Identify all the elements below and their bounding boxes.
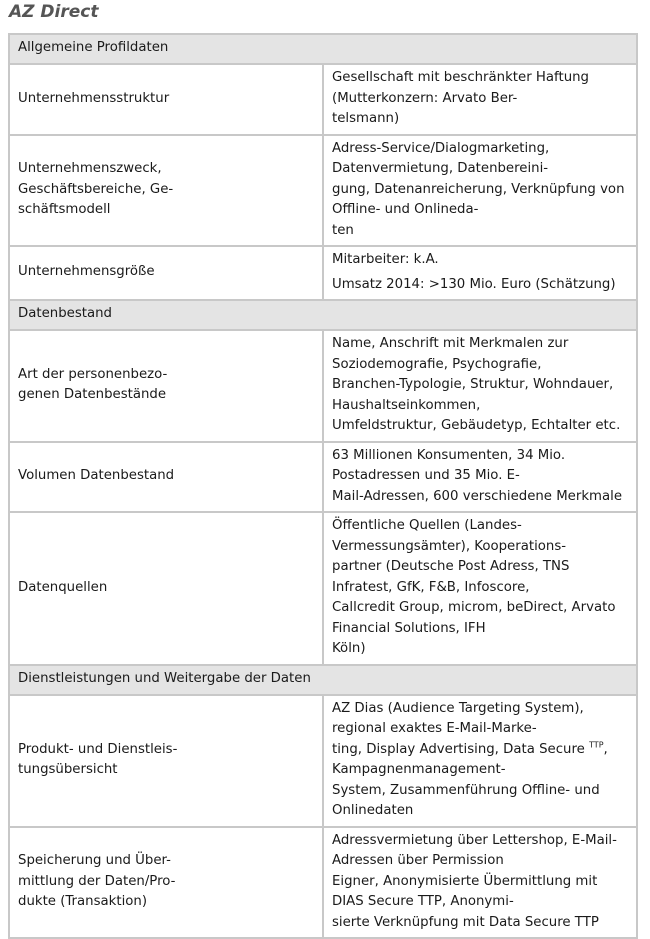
value-line: Adressvermietung über Lettershop, E-Mail-Adressen über Permission bbox=[332, 832, 617, 868]
label-line: Produkt- und Dienstleis- bbox=[18, 741, 178, 757]
table-row bbox=[9, 246, 637, 300]
section-header-row bbox=[9, 665, 637, 695]
row-value bbox=[323, 64, 637, 135]
label-line: schäftsmodell bbox=[18, 202, 111, 217]
section-header-row bbox=[9, 300, 637, 330]
value-line: Mail-Adressen, 600 verschiedene Merkmale bbox=[332, 488, 623, 504]
section-heading: Datenbestand bbox=[9, 300, 637, 330]
row-value bbox=[323, 135, 637, 247]
row-label: Volumen Datenbestand bbox=[9, 442, 323, 513]
row-value bbox=[323, 330, 637, 442]
label-line: tungsübersicht bbox=[18, 762, 118, 777]
label-line: mittlung der Daten/Pro- bbox=[18, 873, 176, 889]
row-value bbox=[323, 512, 637, 665]
label-line: Art der personenbezo- bbox=[18, 366, 168, 382]
value-line: telsmann) bbox=[332, 111, 400, 126]
row-value bbox=[323, 827, 637, 939]
row-value bbox=[323, 442, 637, 513]
value-line: sierte Verknüpfung mit Data Secure TTP bbox=[332, 914, 599, 930]
value-line: Umfeldstruktur, Gebäudetyp, Echtalter etc. bbox=[332, 418, 621, 433]
value-line: 63 Millionen Konsumenten, 34 Mio. Postadressen und 35 Mio. E- bbox=[332, 447, 566, 483]
value-line: AZ Dias (Audience Targeting System), regional exaktes E-Mail-Marke- bbox=[332, 700, 584, 736]
value-line: Branchen-Typologie, Struktur, Wohndauer, Haushaltseinkommen, bbox=[332, 377, 614, 413]
row-value bbox=[323, 246, 637, 300]
table-row bbox=[9, 512, 637, 665]
value-line bbox=[332, 740, 628, 781]
row-label: Unternehmensstruktur bbox=[9, 64, 323, 135]
ttp-superscript: TTP bbox=[589, 740, 604, 750]
table-row bbox=[9, 135, 637, 247]
label-line: Unternehmenszweck, bbox=[18, 161, 162, 176]
section-header-row bbox=[9, 34, 637, 64]
profile-table bbox=[8, 33, 638, 939]
row-label bbox=[9, 695, 323, 827]
section-heading: Allgemeine Profildaten bbox=[9, 34, 637, 64]
value-line: Callcredit Group, microm, beDirect, Arvato Financial Solutions, IFH bbox=[332, 600, 616, 636]
row-label: Datenquellen bbox=[9, 512, 323, 665]
value-line: Name, Anschrift mit Merkmalen zur Soziodemografie, Psychografie, bbox=[332, 336, 569, 372]
value-line: Mitarbeiter: k.A. bbox=[332, 252, 439, 267]
value-line: Gesellschaft mit beschränkter Haftung (Mutterkonzern: Arvato Ber- bbox=[332, 70, 589, 106]
section-heading: Dienstleistungen und Weitergabe der Daten bbox=[9, 665, 637, 695]
table-row bbox=[9, 442, 637, 513]
table-row bbox=[9, 695, 637, 827]
row-label bbox=[9, 330, 323, 442]
table-row bbox=[9, 64, 637, 135]
table-row bbox=[9, 827, 637, 939]
value-line: Umsatz 2014: >130 Mio. Euro (Schätzung) bbox=[332, 276, 616, 292]
row-label bbox=[9, 135, 323, 247]
row-label: Unternehmensgröße bbox=[9, 246, 323, 300]
value-line: partner (Deutsche Post Adress, TNS Infratest, GfK, F&B, Infoscore, bbox=[332, 559, 570, 595]
document-title: AZ Direct bbox=[9, 2, 99, 22]
value-line: ten bbox=[332, 222, 354, 238]
value-line: Öffentliche Quellen (Landes-Vermessungsämter), Kooperations- bbox=[332, 518, 567, 554]
value-line: Eigner, Anonymisierte Übermittlung mit DIAS Secure TTP, Anonymi- bbox=[332, 873, 598, 909]
label-line: genen Datenbestände bbox=[18, 387, 167, 403]
label-line: Geschäftsbereiche, Ge- bbox=[18, 181, 174, 197]
value-text: ting, Display Advertising, Data Secure bbox=[332, 741, 590, 757]
value-line: Köln) bbox=[332, 641, 366, 656]
value-line: gung, Datenanreicherung, Verknüpfung von Offline- und Onlineda- bbox=[332, 181, 625, 217]
value-line: System, Zusammenführung Offline- und Onlinedaten bbox=[332, 782, 600, 818]
row-value bbox=[323, 695, 637, 827]
row-label bbox=[9, 827, 323, 939]
value-line: Adress-Service/Dialogmarketing, Datenvermietung, Datenbereini- bbox=[332, 140, 550, 176]
label-line: dukte (Transaktion) bbox=[18, 894, 148, 909]
label-line: Speicherung und Über- bbox=[18, 853, 171, 868]
value-text: , Kampagnenmanagement- bbox=[332, 741, 608, 777]
table-row bbox=[9, 330, 637, 442]
